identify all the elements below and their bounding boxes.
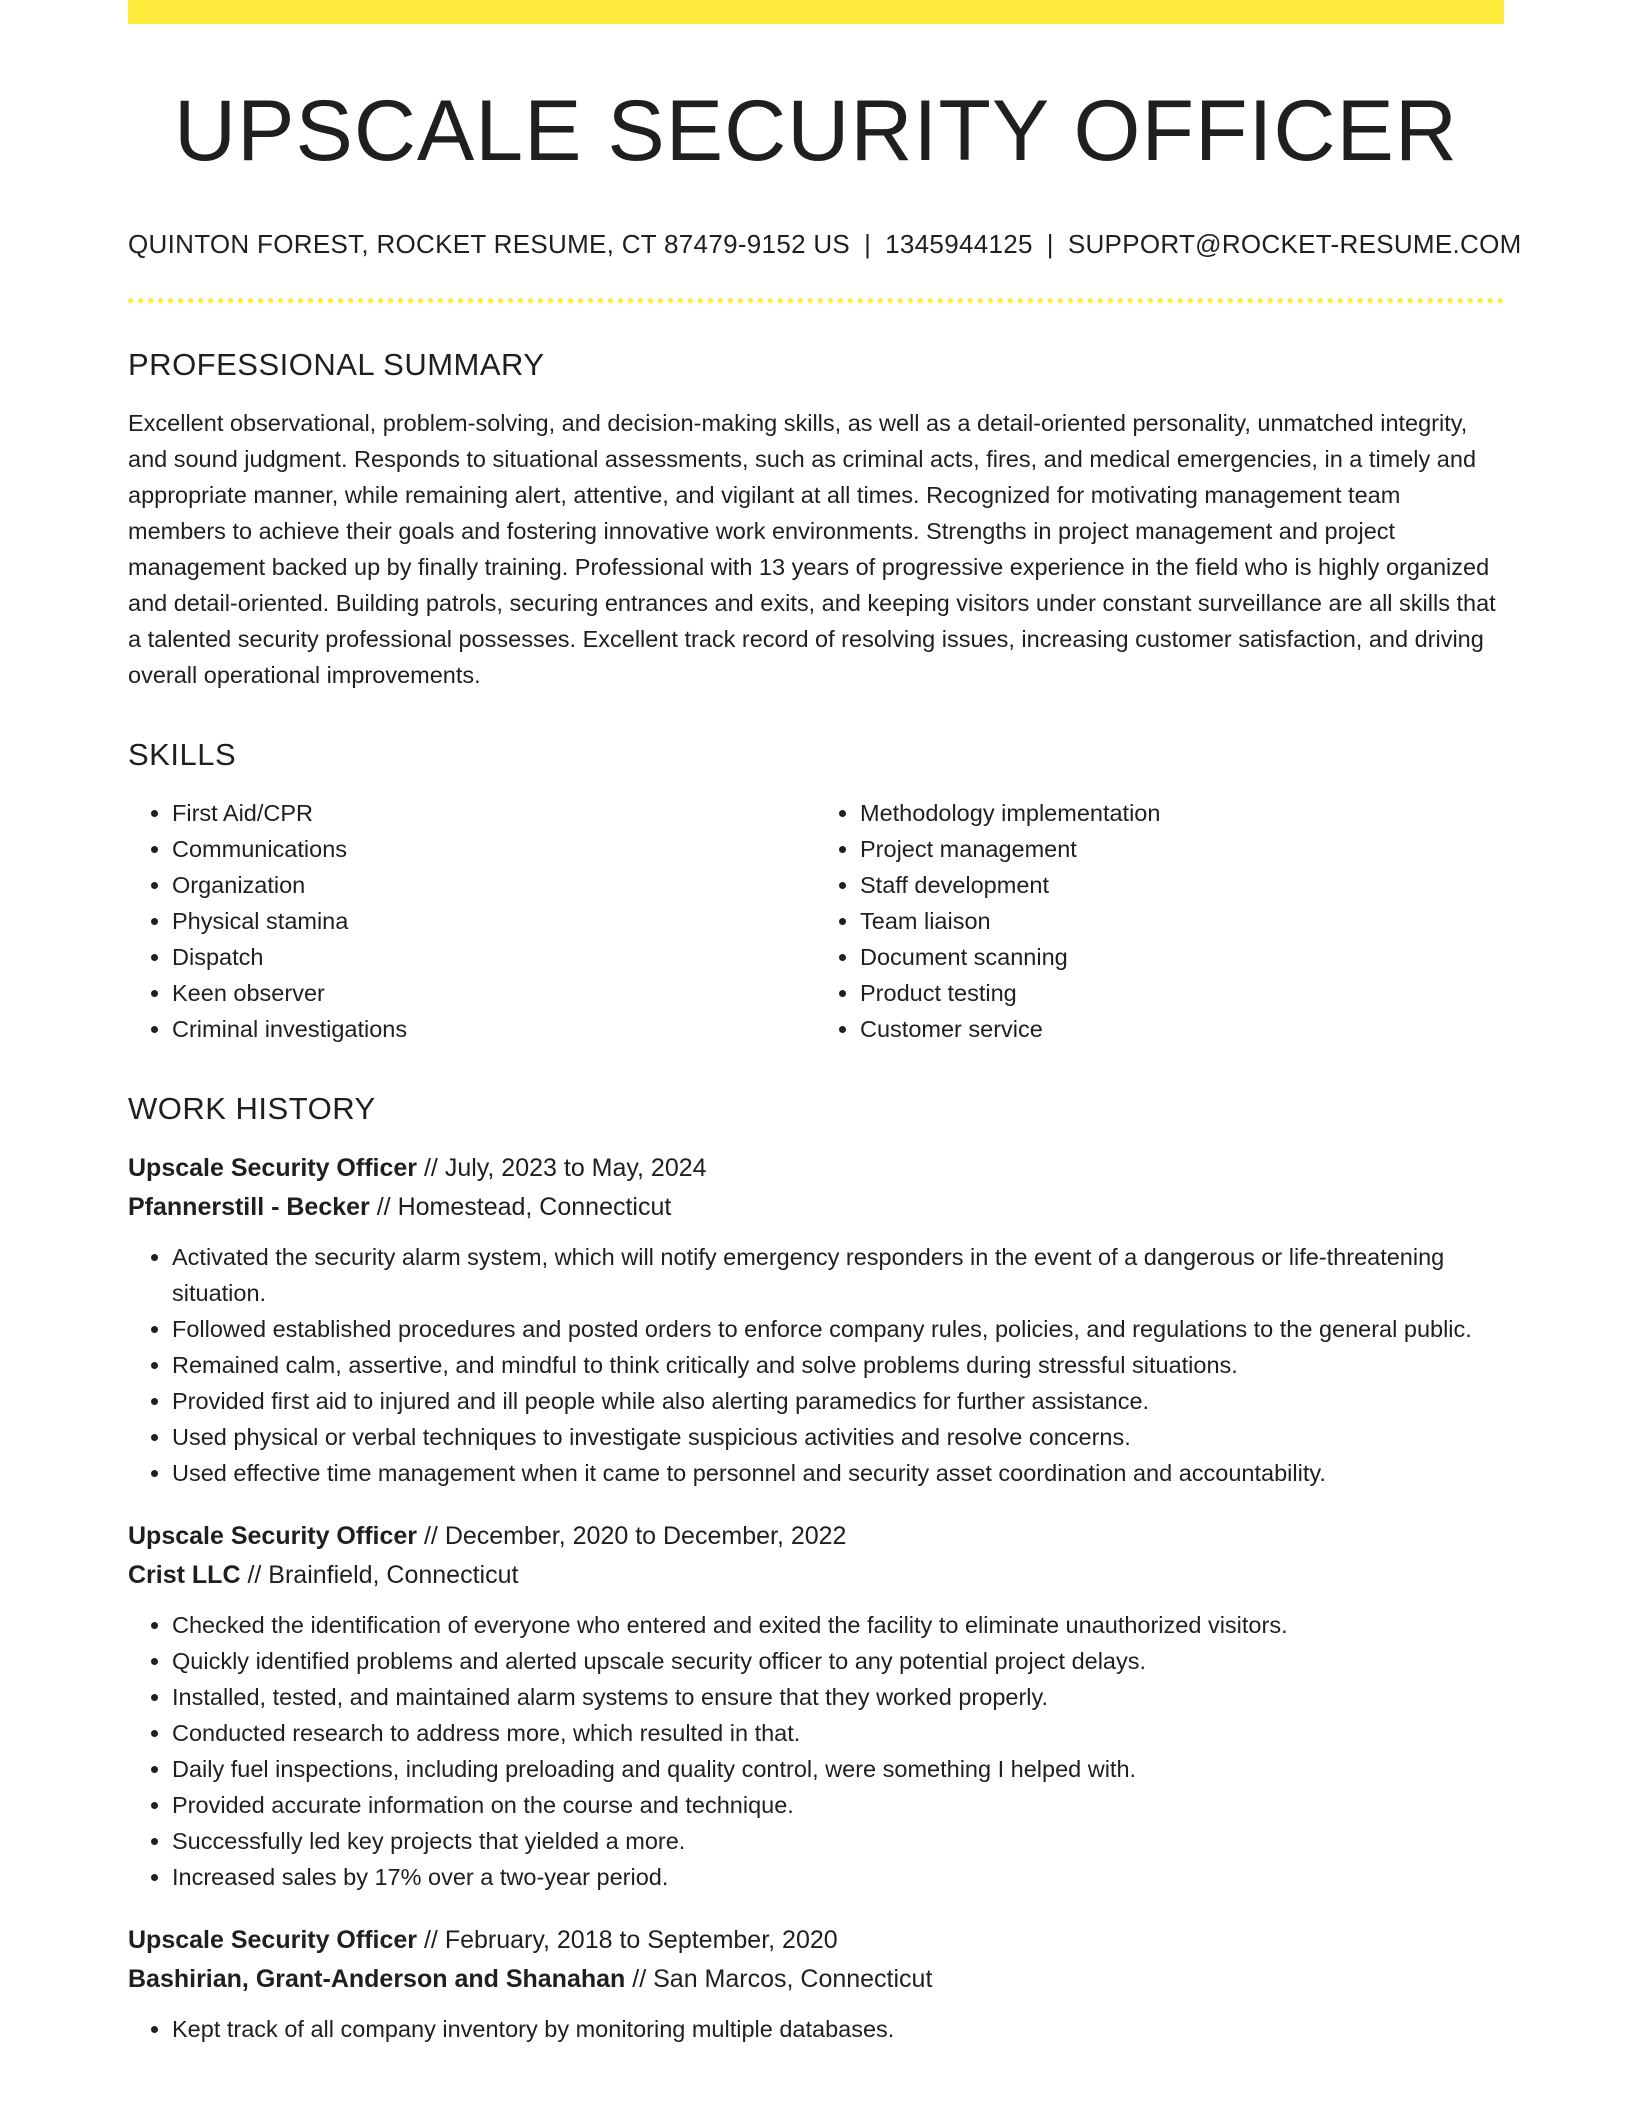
job-bullets	[128, 1239, 1504, 1491]
skill-item: • Product testing	[860, 975, 1504, 1011]
job-bullets	[128, 2011, 1504, 2047]
dotted-divider	[128, 298, 1504, 303]
job-role-line	[128, 1517, 1504, 1556]
skills-columns	[128, 795, 1504, 1047]
job-bullet: • Followed established procedures and posted orders to enforce company rules, policies, and regulations to the general public.	[172, 1311, 1504, 1347]
skills-section	[128, 737, 1504, 1047]
skill-item: • Keen observer	[172, 975, 816, 1011]
job-bullet: • Remained calm, assertive, and mindful to think critically and solve problems during stressful situations.	[172, 1347, 1504, 1383]
skills-heading: SKILLS	[128, 737, 237, 773]
job-bullet: • Checked the identification of everyone who entered and exited the facility to eliminate unauthorized visitors.	[172, 1607, 1504, 1643]
summary-heading: PROFESSIONAL SUMMARY	[128, 347, 545, 383]
resume-name: UPSCALE SECURITY OFFICER	[174, 83, 1458, 179]
job-bullets	[128, 1607, 1504, 1895]
job-bullet: • Daily fuel inspections, including preloading and quality control, were something I helped with.	[172, 1751, 1504, 1787]
skill-item: • Document scanning	[860, 939, 1504, 975]
job-entry	[128, 1921, 1504, 2047]
job-bullet: • Used effective time management when it came to personnel and security asset coordination and accountability.	[172, 1455, 1504, 1491]
job-dates: July, 2023 to May, 2024	[444, 1154, 707, 1183]
job-role: Upscale Security Officer	[128, 1926, 418, 1955]
job-role-line	[128, 1921, 1504, 1960]
summary-text: Excellent observational, problem-solving, and decision-making skills, as well as a detail-oriented personality, unmatched integrity, and sound judgment. Responds to situational assessments, such as criminal acts, fires, and medical emergencies, in a timely and appropriate manner, while remaining alert, attentive, and vigilant at all times. Recognized for motivating management team members to achieve their goals and fostering innovative work environments. Strengths in project management and project management backed up by finally training. Professional with 13 years of progressive experience in the field who is highly organized and detail-oriented. Building patrols, securing entrances and exits, and keeping visitors under constant surveillance are all skills that a talented security professional possesses. Excellent track record of resolving issues, increasing customer satisfaction, and driving overall operational improvements.	[128, 410, 1496, 689]
job-bullet: • Increased sales by 17% over a two-year period.	[172, 1859, 1504, 1895]
job-location: Brainfield, Connecticut	[268, 1561, 519, 1590]
skill-item: • Team liaison	[860, 903, 1504, 939]
skill-item: • Methodology implementation	[860, 795, 1504, 831]
job-bullet: • Conducted research to address more, which resulted in that.	[172, 1715, 1504, 1751]
job-bullet: • Activated the security alarm system, which will notify emergency responders in the event of a dangerous or life-threatening situation.	[172, 1239, 1504, 1311]
skill-item: • Communications	[172, 831, 816, 867]
job-company-line	[128, 1556, 1504, 1595]
skill-item: • Dispatch	[172, 939, 816, 975]
skill-item: • First Aid/CPR	[172, 795, 816, 831]
job-company: Bashirian, Grant-Anderson and Shanahan	[128, 1965, 626, 1994]
job-company-line	[128, 1188, 1504, 1227]
skill-item: • Physical stamina	[172, 903, 816, 939]
job-dates: December, 2020 to December, 2022	[444, 1522, 847, 1551]
job-separator: //	[417, 1522, 445, 1551]
skill-item: • Criminal investigations	[172, 1011, 816, 1047]
job-role: Upscale Security Officer	[128, 1154, 418, 1183]
accent-bar	[128, 0, 1504, 24]
job-separator: //	[625, 1965, 654, 1994]
contact-address: QUINTON FOREST, ROCKET RESUME, CT 87479-9152 US	[128, 229, 851, 260]
skills-right-list	[816, 795, 1504, 1047]
job-bullet: • Quickly identified problems and alerted upscale security officer to any potential project delays.	[172, 1643, 1504, 1679]
job-bullet: • Provided first aid to injured and ill people while also alerting paramedics for further assistance.	[172, 1383, 1504, 1419]
job-location: San Marcos, Connecticut	[653, 1965, 933, 1994]
contact-phone: 1345944125	[885, 229, 1033, 260]
job-company-line	[128, 1960, 1504, 1999]
job-separator: //	[417, 1154, 445, 1183]
resume-page	[128, 0, 1522, 2073]
job-role: Upscale Security Officer	[128, 1522, 418, 1551]
job-bullet: • Kept track of all company inventory by monitoring multiple databases.	[172, 2011, 1504, 2047]
summary-section	[128, 347, 1504, 693]
skill-item: • Customer service	[860, 1011, 1504, 1047]
contact-email: SUPPORT@ROCKET-RESUME.COM	[1067, 229, 1522, 260]
skill-item: • Project management	[860, 831, 1504, 867]
job-bullet: • Successfully led key projects that yielded a more.	[172, 1823, 1504, 1859]
skill-item: • Staff development	[860, 867, 1504, 903]
job-bullet: • Used physical or verbal techniques to investigate suspicious activities and resolve concerns.	[172, 1419, 1504, 1455]
job-entry	[128, 1517, 1504, 1895]
contact-line	[128, 229, 1522, 260]
work-heading: WORK HISTORY	[128, 1091, 376, 1127]
skills-left-list	[128, 795, 816, 1047]
contact-separator: |	[864, 229, 872, 260]
contact-separator: |	[1046, 229, 1054, 260]
job-separator: //	[417, 1926, 445, 1955]
job-role-line	[128, 1149, 1504, 1188]
job-entry	[128, 1149, 1504, 1491]
job-company: Pfannerstill - Becker	[128, 1193, 370, 1222]
work-section	[128, 1091, 1504, 2047]
skill-item: • Organization	[172, 867, 816, 903]
job-bullet: • Provided accurate information on the course and technique.	[172, 1787, 1504, 1823]
job-separator: //	[240, 1561, 269, 1590]
job-separator: //	[369, 1193, 398, 1222]
job-location: Homestead, Connecticut	[397, 1193, 672, 1222]
job-bullet: • Installed, tested, and maintained alarm systems to ensure that they worked properly.	[172, 1679, 1504, 1715]
job-dates: February, 2018 to September, 2020	[444, 1926, 838, 1955]
job-company: Crist LLC	[128, 1561, 241, 1590]
